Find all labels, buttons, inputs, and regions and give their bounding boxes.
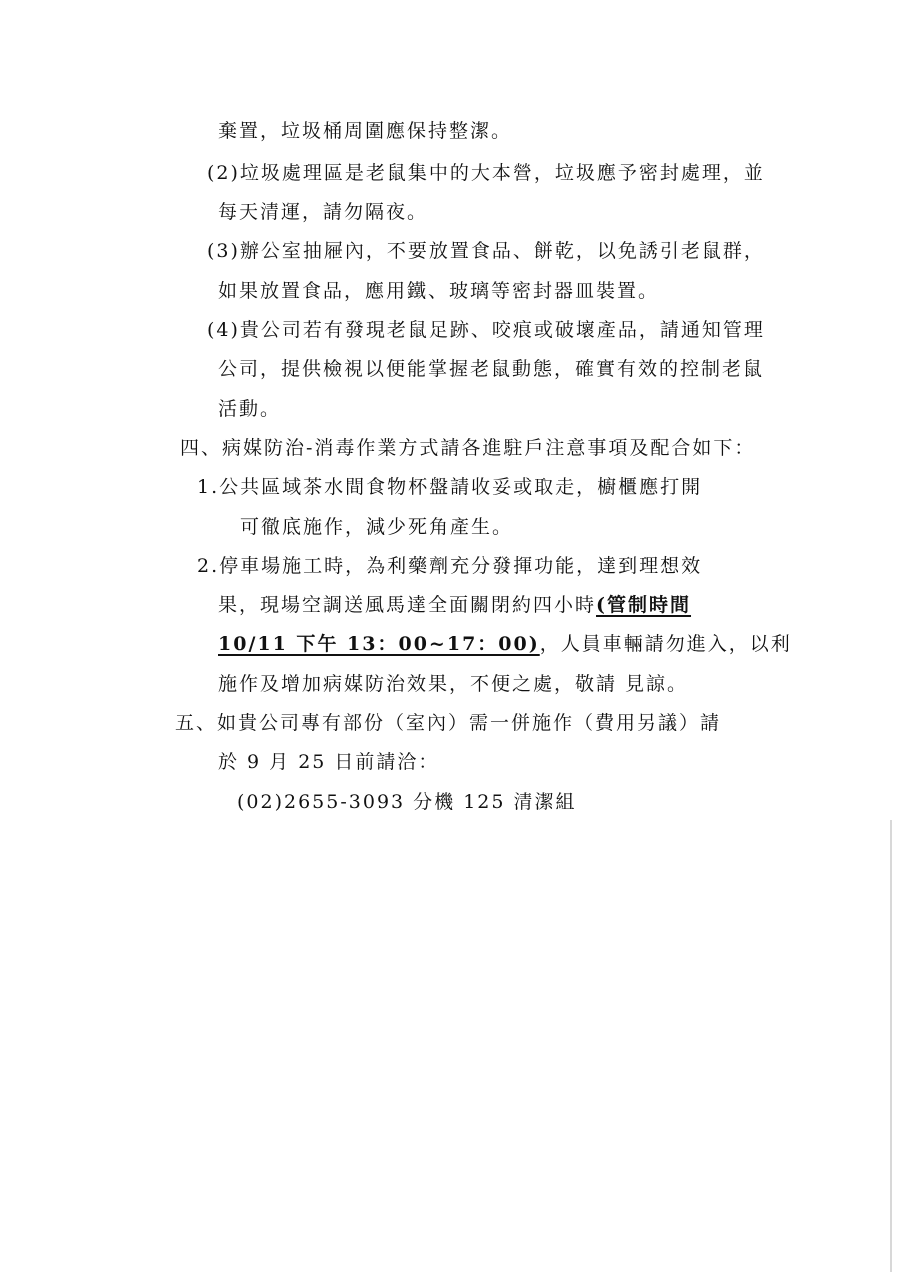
text-line-1: 棄置，垃圾桶周圍應保持整潔。 [218,120,513,142]
text-line-6: (4)貴公司若有發現老鼠足跡、咬痕或破壞產品，請通知管理 [207,319,765,341]
text-line-14 [218,632,792,656]
text-line-4: (3)辦公室抽屜內，不要放置食品、餅乾，以免誘引老鼠群， [207,240,765,262]
text-line-12: 2.停車場施工時，為利藥劑充分發揮功能，達到理想效 [197,555,703,577]
scan-edge-line [890,820,892,1272]
text-line-15: 施作及增加病媒防治效果，不便之處，敬請 見諒。 [218,673,689,695]
text-line-13-prefix: 果，現場空調送風馬達全面關閉約四小時 [218,594,597,616]
control-time-label: (管制時間 [596,594,692,616]
text-line-3: 每天清運，請勿隔夜。 [218,201,429,223]
section-heading-4: 四、病媒防治-消毒作業方式請各進駐戶注意事項及配合如下： [180,437,756,459]
contact-info: (02)2655-3093 分機 125 清潔組 [237,791,577,813]
text-line-8: 活動。 [218,398,282,420]
section-heading-5: 五、如貴公司專有部份（室內）需一併施作（費用另議）請 [175,712,722,734]
text-line-11: 可徹底施作，減少死角產生。 [240,516,514,538]
text-line-2: (2)垃圾處理區是老鼠集中的大本營，垃圾應予密封處理，並 [207,162,765,184]
text-line-10: 1.公共區域茶水間食物杯盤請收妥或取走，櫥櫃應打開 [197,476,703,498]
text-line-17: 於 9 月 25 日前請洽： [218,751,440,773]
control-time-range: 10/11 下午 13：00~17：00) [218,633,540,655]
text-line-13 [218,593,691,617]
text-line-5: 如果放置食品，應用鐵、玻璃等密封器皿裝置。 [218,280,660,302]
text-line-7: 公司，提供檢視以便能掌握老鼠動態，確實有效的控制老鼠 [218,358,765,380]
text-line-14-suffix: ，人員車輛請勿進入，以利 [539,633,792,655]
